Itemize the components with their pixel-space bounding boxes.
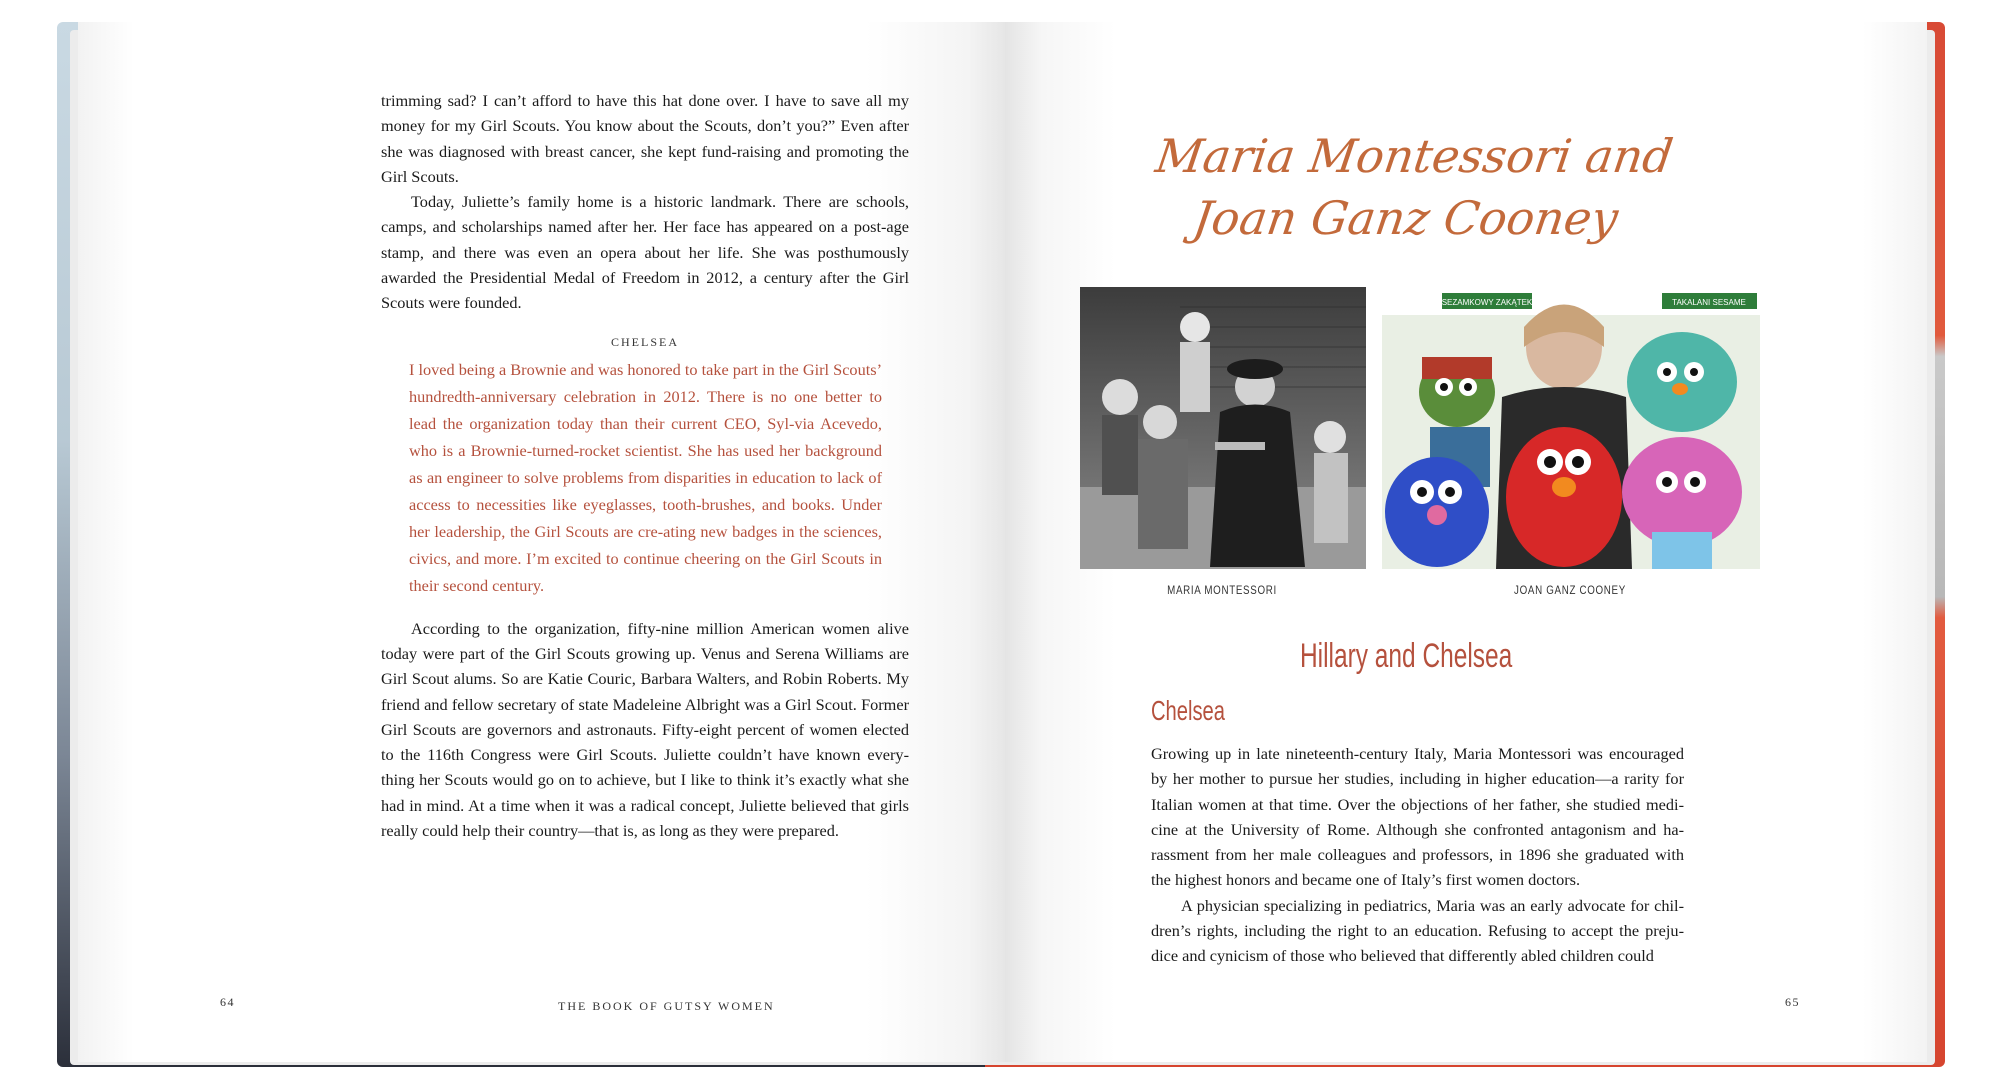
running-head: THE BOOK OF GUTSY WOMEN bbox=[558, 999, 775, 1013]
caption-joan-ganz-cooney: JOAN GANZ COONEY bbox=[1514, 585, 1626, 597]
right-page-text-column bbox=[1151, 741, 1684, 969]
subsection-heading: Chelsea bbox=[1151, 695, 1225, 726]
section-label-chelsea: CHELSEA bbox=[611, 334, 679, 349]
banner-text-left: SEZAMKOWY ZAKĄTEK bbox=[1441, 298, 1533, 307]
chapter-title-line-2: Joan Ganz Cooney bbox=[1189, 191, 1622, 245]
chapter-title bbox=[1141, 125, 1678, 249]
caption-maria-montessori: MARIA MONTESSORI bbox=[1167, 585, 1277, 597]
montessori-photo-illustration bbox=[1080, 287, 1366, 569]
left-paragraph-3: According to the organization, fifty-nine million American women alive today were part of the Girl Scouts growing up. Venus and Serena Williams are Girl Scout alums. So are Katie Couric, Barbara Walters, and Robin Roberts. My friend and fellow secretary of state Madeleine Albright was a Girl Scout. Former Girl Scouts are governors and astronauts. Fifty-eight percent of women elected to the 116th Congress were Girl Scouts. Juliette couldn’t have known every-thing her Scouts would go on to achieve, but I like to think it’s exactly what she had in mind. At a time when it was a radical concept, Juliette believed that girls really could help their country—that is, as long as they were prepared. bbox=[381, 618, 909, 841]
cooney-photo-illustration bbox=[1382, 287, 1760, 569]
section-heading: Hillary and Chelsea bbox=[1300, 637, 1513, 675]
page-number-right: 65 bbox=[1785, 995, 1800, 1009]
left-paragraph-1: trimming sad? I can’t afford to have this hat done over. I have to save all my money for my Girl Scouts. You know about the Scouts, don’t you?” Even after she was diagnosed with breast cancer, she kept fund-raising and promoting the Girl Scouts. bbox=[381, 91, 909, 186]
chelsea-quote: I loved being a Brownie and was honored to take part in the Girl Scouts’ hundredth-anniversary celebration in 2012. There is no one better to lead the organization today than their current CEO, Syl-via Acevedo, who is a Brownie-turned-rocket scientist. She has used her background as an engineer to solve problems from disparities in education to lack of access to necessities like eyeglasses, tooth-brushes, and books. Under her leadership, the Girl Scouts are cre-ating new badges in the sciences, civics, and more. I’m excited to continue cheering on the Girl Scouts in their second century. bbox=[409, 359, 882, 595]
right-paragraph-2: A physician specializing in pediatrics, Maria was an early advocate for chil-dren’s rights, including the right to an education. Refusing to accept the preju-dice and cynicism of those who believed that differently abled children could bbox=[1151, 895, 1684, 966]
page-number-left: 64 bbox=[220, 995, 235, 1009]
chapter-title-line-1: Maria Montessori and bbox=[1152, 129, 1677, 183]
right-paragraph-1: Growing up in late nineteenth-century Italy, Maria Montessori was encouraged by her mother to pursue her studies, including in higher education—a rarity for Italian women at that time. Over the objections of her father, she studied medi-cine at the University of Rome. Although she confronted antagonism and ha-rassment from her male colleagues and professors, in 1896 she graduated with the highest honors and became one of Italy’s first women doctors. bbox=[1151, 744, 1684, 890]
photo-maria-montessori bbox=[1080, 287, 1366, 569]
left-paragraph-2: Today, Juliette’s family home is a historic landmark. There are schools, camps, and scholarships named after her. Her face has appeared on a post-age stamp, and there was even an opera about her life. She was posthumously awarded the Presidential Medal of Freedom in 2012, a century after the Girl Scouts were founded. bbox=[381, 192, 909, 313]
left-page-text-column bbox=[381, 88, 909, 843]
banner-text-right: TAKALANI SESAME bbox=[1672, 298, 1746, 307]
photo-joan-ganz-cooney bbox=[1382, 287, 1760, 569]
